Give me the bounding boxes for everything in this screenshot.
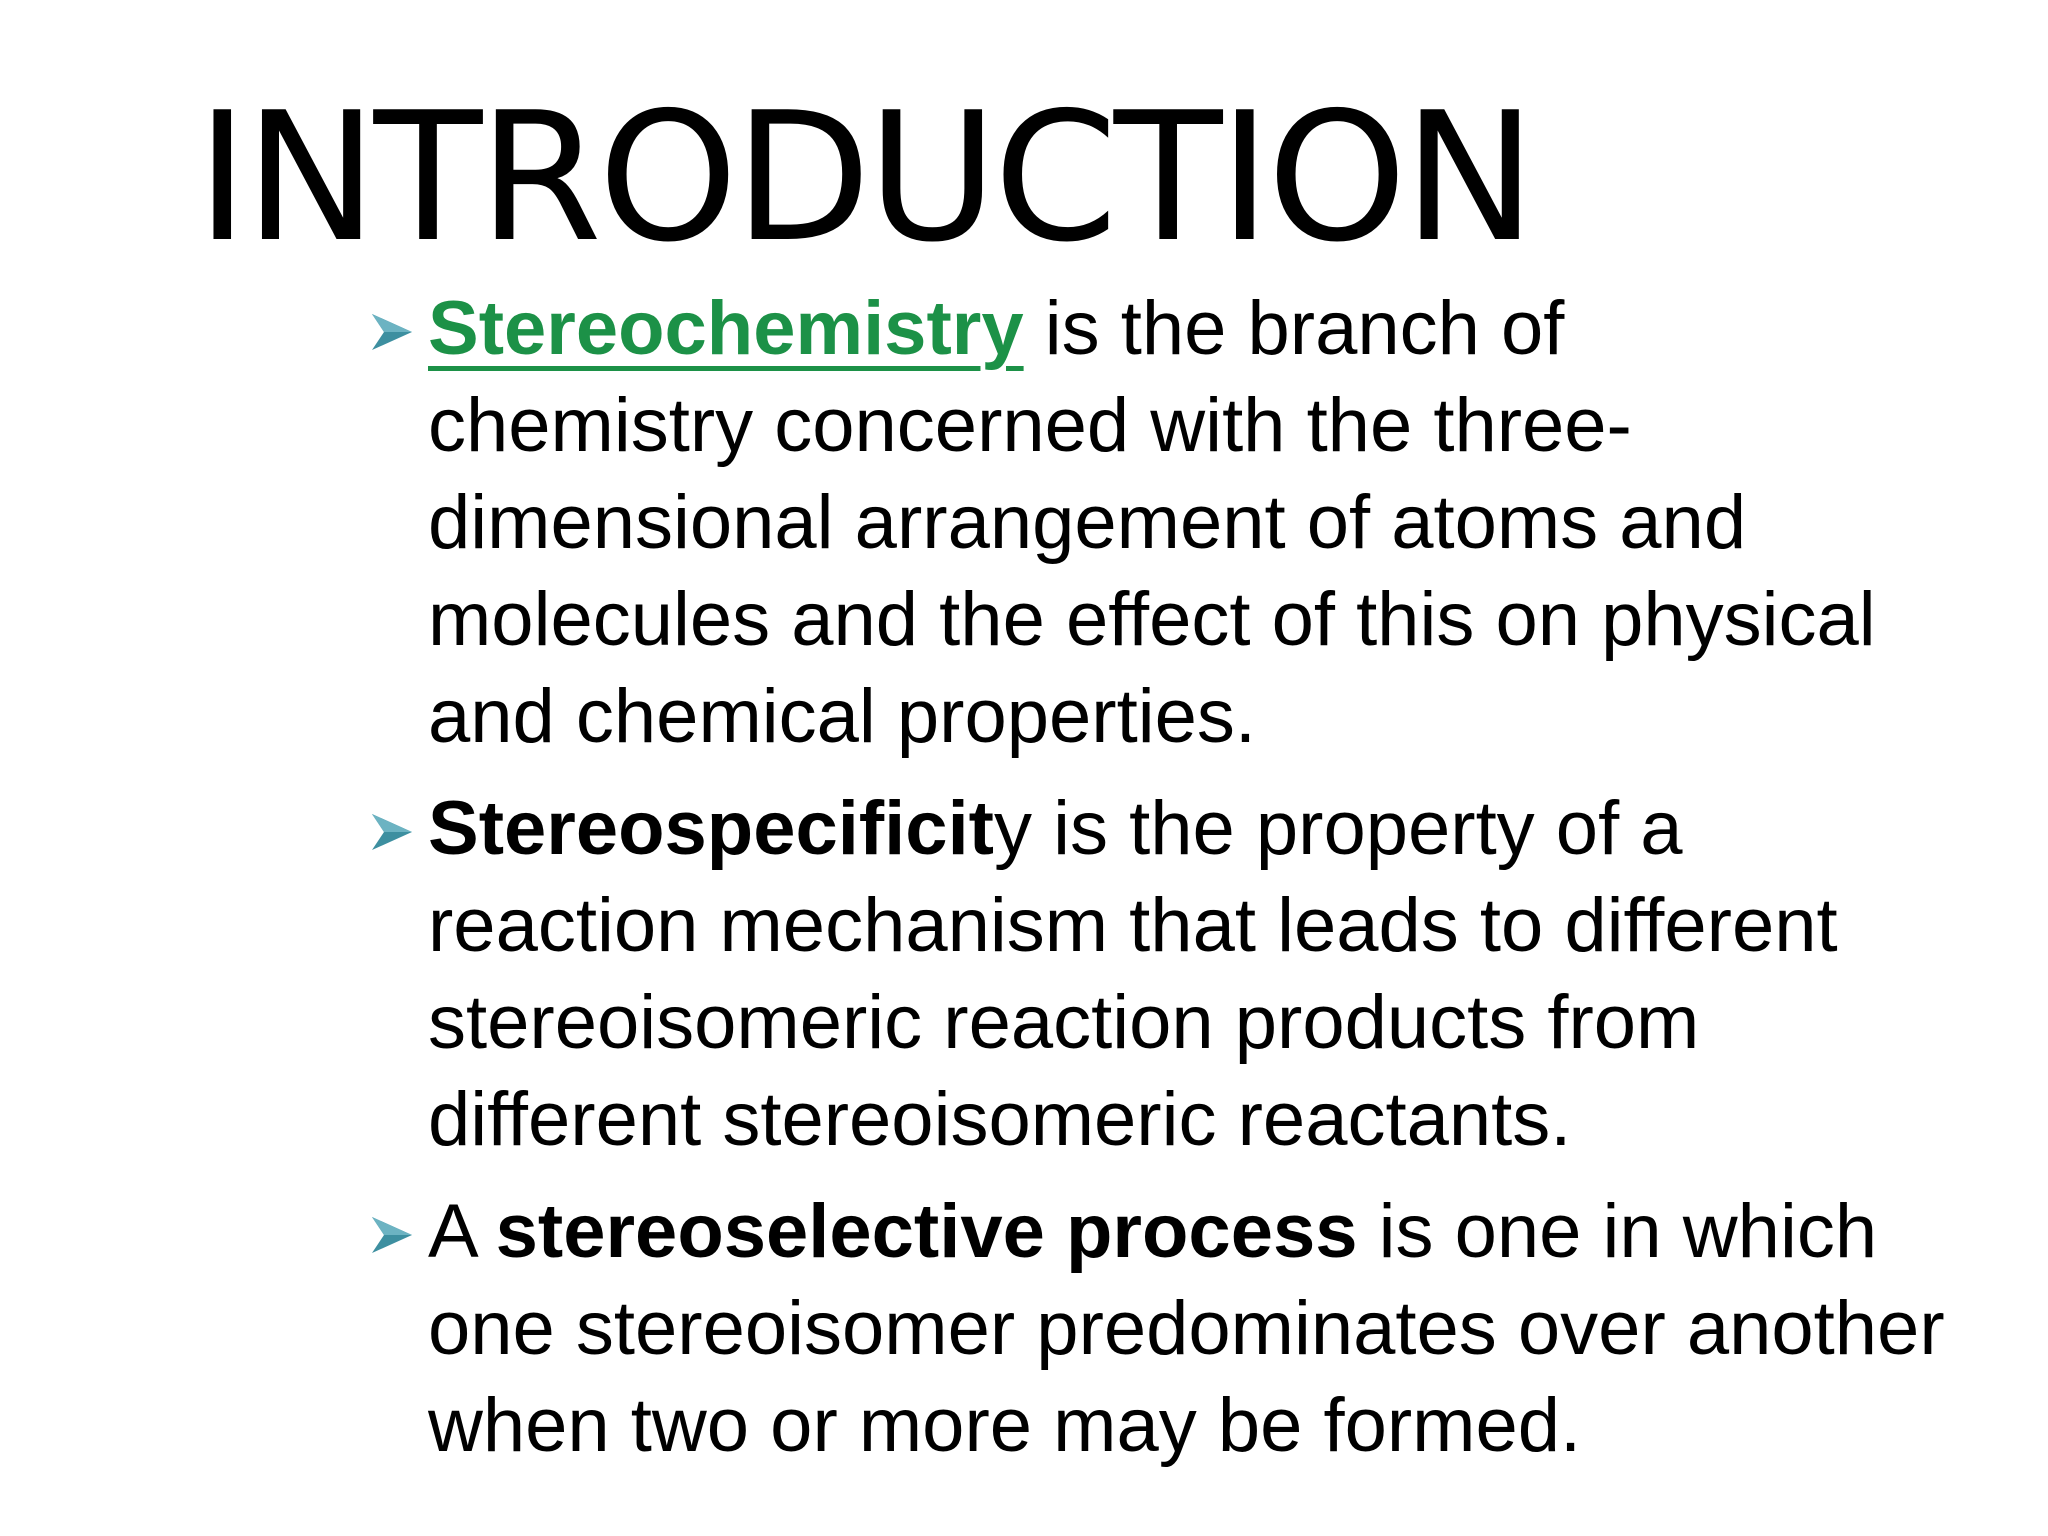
term-stereochemistry: Stereochemistry xyxy=(428,286,1024,371)
bullet-rest-text: y is the property of a reaction mechanism that leads to different stereoisomeric reaction products from different stereoisomeric reactants. xyxy=(428,786,1838,1162)
bullet-list xyxy=(370,280,2010,1474)
term-stereoselective-process: stereoselective process xyxy=(495,1189,1358,1274)
bullet-text xyxy=(428,1183,2008,1474)
bullet-rest-text: is the branch of chemistry concerned with the three-dimensional arrangement of atoms and molecules and the effect of this on physical and chemical properties. xyxy=(428,286,1876,759)
bullet-stereospecificity xyxy=(370,780,2010,1168)
bullet-prefix-text: A xyxy=(428,1189,496,1274)
term-stereospecificity: Stereospecificit xyxy=(428,786,994,871)
arrow-bullet-icon xyxy=(370,812,414,852)
bullet-stereochemistry xyxy=(370,280,2010,765)
arrow-bullet-icon xyxy=(370,1215,414,1255)
slide-title: INTRODUCTION xyxy=(196,74,1533,281)
bullet-stereoselective xyxy=(370,1183,2010,1474)
bullet-text xyxy=(428,780,1928,1168)
arrow-bullet-icon xyxy=(370,312,414,352)
bullet-text xyxy=(428,280,1878,765)
bullet-rest-text: is one in which one stereoisomer predominates over another when two or more may be formed. xyxy=(428,1189,1945,1468)
